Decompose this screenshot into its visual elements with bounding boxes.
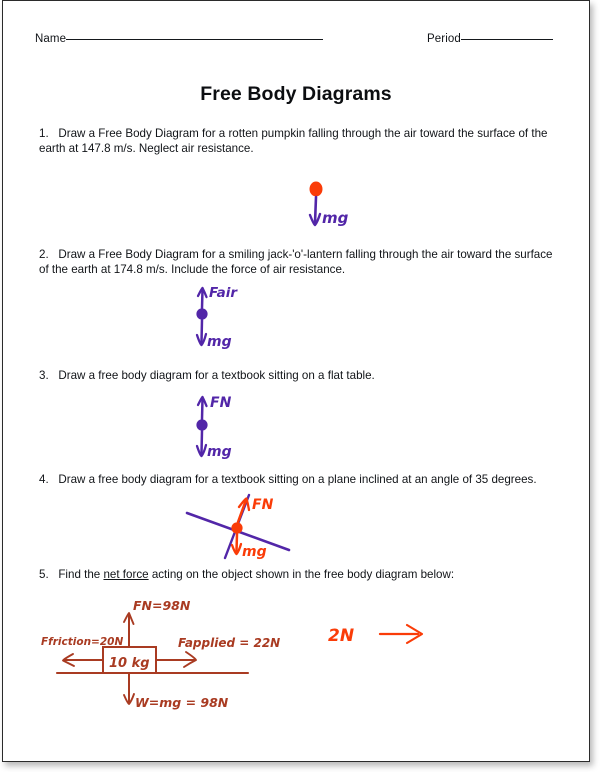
question-3 [39,369,561,384]
question-2-number: 2. [39,248,49,261]
q1-free-body-diagram [310,182,349,228]
worksheet-page [2,0,590,762]
q1-weight-arrowhead [310,214,320,225]
q5-net-force-answer-arrowhead [407,625,422,643]
question-1-number: 1. [39,127,49,140]
q2-body-dot [196,308,207,319]
q4-normal-arrowhead [239,499,249,511]
q2-weight-label: mg [207,334,232,350]
period-field[interactable] [427,33,553,45]
q5-free-body-diagram [41,598,422,710]
question-2 [39,248,561,277]
q5-normal-arrowhead [124,613,134,624]
name-write-line[interactable] [66,39,323,40]
q3-normal-arrowhead [198,397,207,406]
q4-normal-label: FN [252,497,274,513]
q4-body-dot [231,522,242,533]
q3-normal-label: FN [210,395,232,411]
q4-perpendicular-line [225,495,249,558]
period-write-line[interactable] [461,39,553,40]
question-3-text: Draw a free body diagram for a textbook sitting on a flat table. [58,369,375,382]
question-3-number: 3. [39,369,49,382]
student-info-row [3,33,589,53]
question-4 [39,473,561,488]
q1-body-dot [310,182,323,197]
q2-weight-arrow [202,320,203,342]
q2-air-label: Fair [209,285,238,301]
question-5-text-after: acting on the object shown in the free body diagram below: [148,568,455,581]
q2-air-arrow [202,290,203,308]
q5-applied-label: Fapplied = 22N [178,636,281,650]
q2-free-body-diagram [196,285,238,350]
q3-weight-label: mg [207,444,232,460]
question-2-text: Draw a Free Body Diagram for a smiling jack-'o'-lantern falling through the air toward the surface of the earth at 174.8 m/s. Include the force of air resistance. [39,248,553,276]
name-label: Name [35,33,67,45]
q3-weight-arrow [202,431,203,453]
q5-friction-arrowhead [63,654,74,666]
q5-applied-arrowhead [184,652,196,667]
q4-free-body-diagram [187,495,289,560]
q2-air-arrowhead [198,288,207,297]
q5-weight-label: W=mg = 98N [135,695,229,710]
q5-weight-arrowhead [124,694,134,704]
q5-normal-label: FN=98N [133,598,191,613]
q4-weight-label: mg [242,544,267,560]
question-5-text-before: Find the [58,568,104,581]
page-title: Free Body Diagrams [200,83,392,105]
q5-friction-label: Ffriction=20N [41,636,124,648]
question-4-text: Draw a free body diagram for a textbook sitting on a plane inclined at an angle of 35 degrees. [58,473,537,486]
q5-net-force-answer: 2N [328,626,355,646]
q4-weight-arrowhead [232,544,241,554]
q5-mass-label: 10 kg [109,656,150,671]
q4-incline-line [187,513,289,550]
question-5-number: 5. [39,568,49,581]
q2-weight-arrowhead [197,334,206,345]
q4-normal-arrow [238,500,246,522]
question-5-underlined-term: net force [103,568,149,581]
q1-weight-label: mg [322,209,349,227]
q1-weight-arrow [315,197,316,223]
q3-normal-arrow [202,399,203,419]
question-1 [39,127,561,156]
question-1-text: Draw a Free Body Diagram for a rotten pumpkin falling through the air toward the surface of the earth at 147.8 m/s. Neglect air resistance. [39,127,548,155]
q5-block [103,647,156,673]
q3-body-dot [196,419,207,430]
q4-weight-arrow [237,534,238,551]
period-label: Period [427,33,461,45]
q3-free-body-diagram [196,395,231,460]
question-5 [39,568,561,583]
question-4-number: 4. [39,473,49,486]
q3-weight-arrowhead [197,445,206,456]
name-field[interactable] [35,33,323,45]
